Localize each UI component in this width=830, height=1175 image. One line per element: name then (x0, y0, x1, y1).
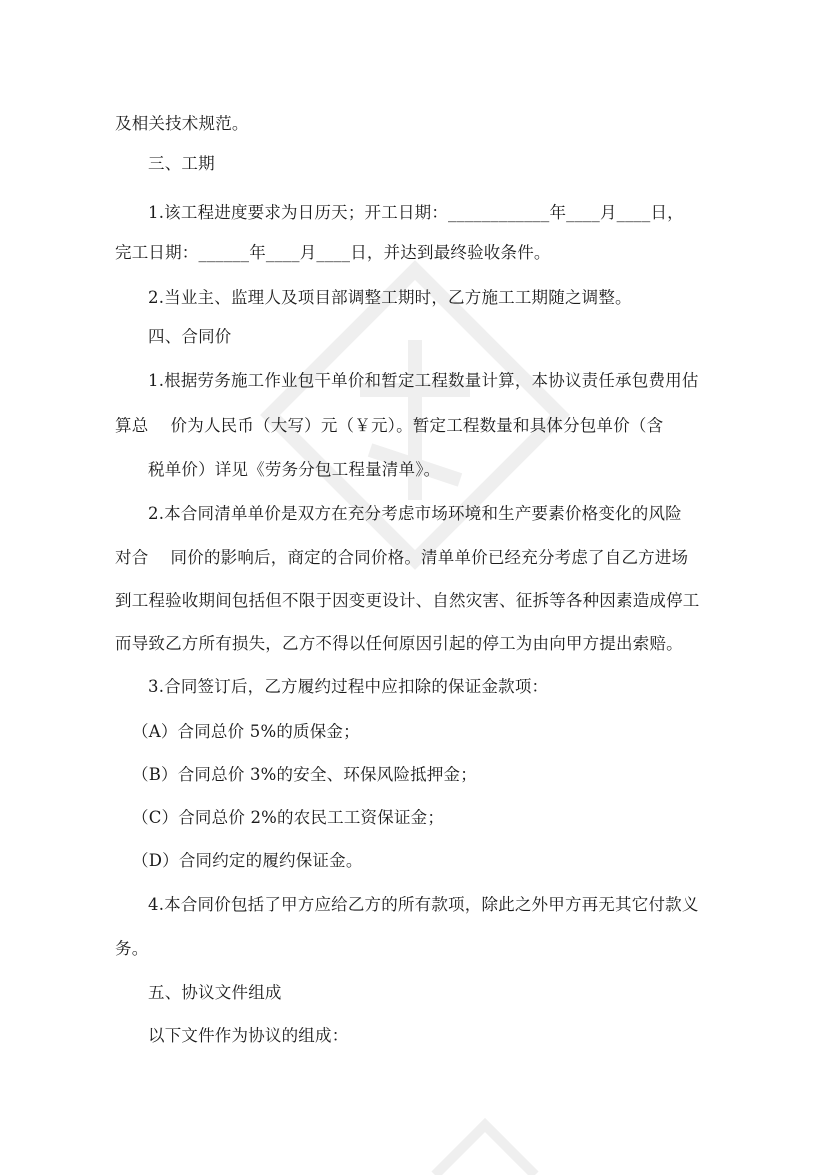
text-line-4: 完工日期：______年____月____日，并达到最终验收条件。 (115, 243, 551, 262)
list-item-a: （A）合同总价 5%的质保金； (132, 722, 360, 741)
text-line-13: 而导致乙方所有损失，乙方不得以任何原因引起的停工为由向甲方提出索赔。 (115, 634, 683, 653)
text-line-3: 1.该工程进度要求为日历天；开工日期：____________年____月____日， (148, 203, 684, 222)
text-line-12: 到工程验收期间包括但不限于因变更设计、自然灾害、征拆等各种因素造成停工 (115, 591, 700, 610)
text-line-14: 3.合同签订后，乙方履约过程中应扣除的保证金款项： (148, 677, 549, 696)
text-line-20: 务。 (115, 939, 149, 958)
section-heading-contract-price: 四、合同价 (148, 327, 232, 346)
text-line-8: 算总 价为人民币（大写）元（￥元）。暂定工程数量和具体分包单价（含 (115, 416, 664, 435)
text-line-10: 2.本合同清单单价是双方在充分考虑市场环境和生产要素价格变化的风险 (148, 504, 682, 523)
section-heading-agreement-documents: 五、协议文件组成 (148, 983, 282, 1002)
text-line-9: 税单价）详见《劳务分包工程量清单》。 (148, 460, 441, 479)
list-item-d: （D）合同约定的履约保证金。 (132, 851, 363, 870)
text-line-11: 对合 同价的影响后，商定的合同价格。清单单价已经充分考虑了自乙方进场 (115, 548, 689, 567)
text-line-7: 1.根据劳务施工作业包干单价和暂定工程数量计算，本协议责任承包费用估 (148, 371, 699, 390)
watermark-logo-bottom-icon (425, 1115, 545, 1175)
text-line-19: 4.本合同价包括了甲方应给乙方的所有款项，除此之外甲方再无其它付款义 (148, 895, 699, 914)
list-item-b: （B）合同总价 3%的安全、环保风险抵押金； (132, 765, 477, 784)
section-heading-schedule: 三、工期 (148, 154, 215, 173)
text-line-22: 以下文件作为协议的组成： (148, 1026, 349, 1045)
list-item-c: （C）合同总价 2%的农民工工资保证金； (132, 808, 445, 827)
text-line-1: 及相关技术规范。 (115, 114, 249, 133)
text-line-5: 2.当业主、监理人及项目部调整工期时，乙方施工工期随之调整。 (148, 288, 632, 307)
